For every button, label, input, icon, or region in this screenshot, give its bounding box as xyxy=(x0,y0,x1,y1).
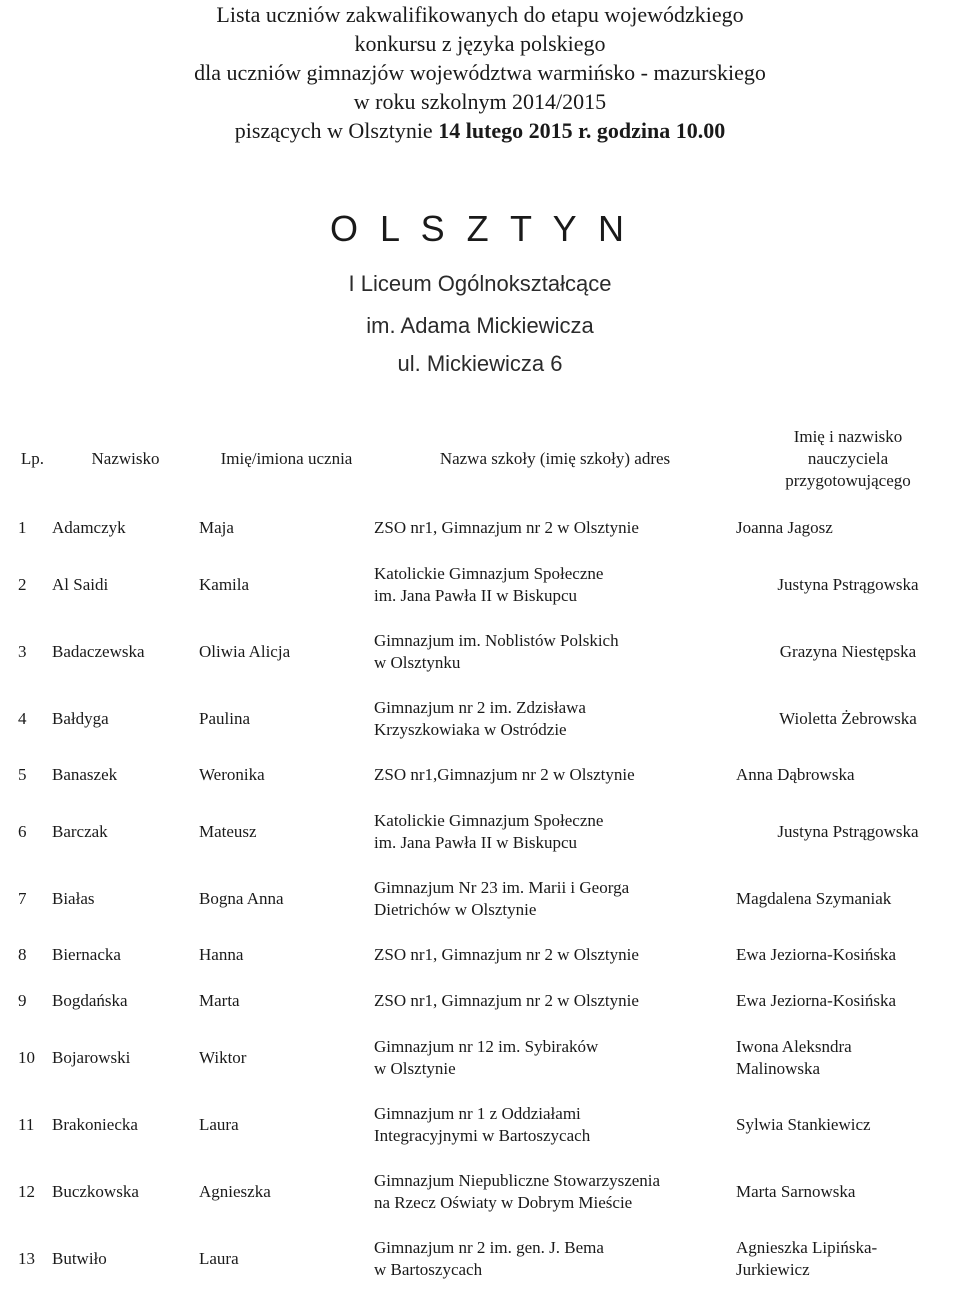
venue-address: ul. Mickiewicza 6 xyxy=(397,351,563,376)
row-lp: 7 xyxy=(18,888,27,908)
row-school-line-2: na Rzecz Oświaty w Dobrym Mieście xyxy=(374,1192,633,1212)
title-line-3: dla uczniów gimnazjów województwa warmińsko - mazurskiego xyxy=(194,60,766,85)
venue-city: O L S Z T Y N xyxy=(329,208,631,249)
row-surname: Bałdyga xyxy=(52,708,109,728)
row-teacher: Sylwia Stankiewicz xyxy=(736,1114,871,1134)
row-teacher-line-2: Malinowska xyxy=(736,1058,821,1078)
row-teacher: Justyna Pstrągowska xyxy=(777,574,919,594)
row-school-line-2: w Olsztynie xyxy=(374,1058,456,1078)
row-lp: 3 xyxy=(18,641,27,661)
table-row xyxy=(0,978,960,1024)
row-teacher: Wioletta Żebrowska xyxy=(779,708,917,728)
row-school-line-1: Gimnazjum nr 12 im. Sybiraków xyxy=(374,1036,599,1056)
row-school: ZSO nr1, Gimnazjum nr 2 w Olsztynie xyxy=(374,991,639,1010)
row-school-line-2: w Olsztynku xyxy=(374,652,461,672)
row-teacher: Anna Dąbrowska xyxy=(736,765,855,784)
row-school xyxy=(374,798,736,865)
row-first-names: Paulina xyxy=(199,708,250,728)
table-row xyxy=(0,1158,960,1225)
row-school xyxy=(374,1091,736,1158)
document-header xyxy=(0,0,960,145)
row-surname: Białas xyxy=(52,888,95,908)
row-school xyxy=(374,1158,736,1225)
row-lp: 11 xyxy=(18,1114,35,1134)
row-teacher: Joanna Jagosz xyxy=(736,518,833,537)
row-lp: 2 xyxy=(18,574,27,594)
row-school-line-1: Katolickie Gimnazjum Społeczne xyxy=(374,810,604,830)
row-teacher: Grazyna Niestępska xyxy=(779,641,917,661)
exam-date-time: 14 lutego 2015 r. godzina 10.00 xyxy=(438,118,726,143)
table-row xyxy=(0,618,960,685)
row-teacher: Magdalena Szymaniak xyxy=(736,888,892,908)
row-school-line-1: Gimnazjum im. Noblistów Polskich xyxy=(374,630,619,650)
students-table xyxy=(0,412,960,1292)
row-school: ZSO nr1, Gimnazjum nr 2 w Olsztynie xyxy=(374,945,639,964)
table-row xyxy=(0,1024,960,1091)
exam-date-line xyxy=(0,116,960,145)
row-surname: Al Saidi xyxy=(52,574,109,594)
row-school: ZSO nr1, Gimnazjum nr 2 w Olsztynie xyxy=(374,518,639,537)
table-header-row xyxy=(0,412,960,505)
row-school-line-2: w Bartoszycach xyxy=(374,1259,483,1279)
row-teacher: Marta Sarnowska xyxy=(736,1181,856,1201)
row-first-names: Hanna xyxy=(199,945,244,964)
row-school-line-1: Gimnazjum Niepubliczne Stowarzyszenia xyxy=(374,1170,661,1190)
row-lp: 4 xyxy=(18,708,27,728)
header-surname: Nazwisko xyxy=(91,448,160,468)
row-teacher-line-1: Agnieszka Lipińska- xyxy=(736,1237,878,1257)
header-school: Nazwa szkoły (imię szkoły) adres xyxy=(439,448,671,468)
row-surname: Biernacka xyxy=(52,945,121,964)
row-lp: 6 xyxy=(18,821,27,841)
table-row xyxy=(0,865,960,932)
row-school-line-2: Krzyszkowiaka w Ostródzie xyxy=(374,719,567,739)
header-teacher xyxy=(736,412,960,505)
row-lp: 13 xyxy=(18,1248,35,1268)
table-row xyxy=(0,1091,960,1158)
exam-date-prefix: piszących w Olsztynie xyxy=(234,118,439,143)
row-lp: 9 xyxy=(18,991,27,1010)
row-first-names: Agnieszka xyxy=(199,1181,271,1201)
row-school-line-1: Katolickie Gimnazjum Społeczne xyxy=(374,563,604,583)
row-school-line-1: Gimnazjum nr 2 im. Zdzisława xyxy=(374,697,586,717)
row-lp: 12 xyxy=(18,1181,35,1201)
title-line-1: Lista uczniów zakwalifikowanych do etapu wojewódzkiego xyxy=(216,2,744,27)
row-surname: Badaczewska xyxy=(52,641,145,661)
row-teacher-line-1: Iwona Aleksndra xyxy=(736,1036,852,1056)
row-lp: 5 xyxy=(18,765,27,784)
row-first-names: Maja xyxy=(199,518,234,537)
row-school-line-2: im. Jana Pawła II w Biskupcu xyxy=(374,832,578,852)
row-school xyxy=(374,865,736,932)
row-teacher xyxy=(736,1225,960,1292)
row-first-names: Kamila xyxy=(199,574,250,594)
row-school xyxy=(374,551,736,618)
header-teacher-line-1: Imię i nazwisko xyxy=(793,426,903,446)
header-teacher-line-2: nauczyciela xyxy=(807,448,889,468)
row-surname: Butwiło xyxy=(52,1248,107,1268)
row-school-line-1: Gimnazjum Nr 23 im. Marii i Georga xyxy=(374,877,630,897)
row-school xyxy=(374,1225,736,1292)
row-teacher: Ewa Jeziorna-Kosińska xyxy=(736,991,897,1010)
title-line-4: w roku szkolnym 2014/2015 xyxy=(353,89,607,114)
table-row xyxy=(0,551,960,618)
title-line-2: konkursu z języka polskiego xyxy=(354,31,606,56)
header-first-names: Imię/imiona ucznia xyxy=(220,448,353,468)
row-surname: Bogdańska xyxy=(52,991,128,1010)
row-surname: Banaszek xyxy=(52,765,118,784)
row-school-line-1: Gimnazjum nr 2 im. gen. J. Bema xyxy=(374,1237,604,1257)
row-school-line-2: Integracyjnymi w Bartoszycach xyxy=(374,1125,591,1145)
row-teacher-line-2: Jurkiewicz xyxy=(736,1259,810,1279)
row-surname: Barczak xyxy=(52,821,108,841)
table-row xyxy=(0,798,960,865)
row-school xyxy=(374,1024,736,1091)
row-surname: Brakoniecka xyxy=(52,1114,138,1134)
row-school-line-1: Gimnazjum nr 1 z Oddziałami xyxy=(374,1103,581,1123)
row-teacher: Ewa Jeziorna-Kosińska xyxy=(736,945,897,964)
row-school-line-2: im. Jana Pawła II w Biskupcu xyxy=(374,585,578,605)
row-school xyxy=(374,685,736,752)
table-row xyxy=(0,1225,960,1292)
row-teacher xyxy=(736,1024,960,1091)
row-lp: 1 xyxy=(18,518,27,537)
row-teacher: Justyna Pstrągowska xyxy=(777,821,919,841)
row-surname: Buczkowska xyxy=(52,1181,139,1201)
header-teacher-line-3: przygotowującego xyxy=(785,470,911,490)
row-first-names: Weronika xyxy=(199,765,265,784)
row-school: ZSO nr1,Gimnazjum nr 2 w Olsztynie xyxy=(374,765,635,784)
row-first-names: Bogna Anna xyxy=(199,888,284,908)
row-school xyxy=(374,618,736,685)
row-first-names: Laura xyxy=(199,1248,239,1268)
row-first-names: Marta xyxy=(199,991,240,1010)
row-first-names: Laura xyxy=(199,1114,239,1134)
row-lp: 8 xyxy=(18,945,27,964)
row-first-names: Oliwia Alicja xyxy=(199,641,291,661)
row-lp: 10 xyxy=(18,1047,35,1067)
row-surname: Bojarowski xyxy=(52,1047,131,1067)
table-row xyxy=(0,685,960,752)
row-first-names: Wiktor xyxy=(199,1047,247,1067)
venue-school-name: I Liceum Ogólnokształcące xyxy=(348,271,612,296)
row-school-line-2: Dietrichów w Olsztynie xyxy=(374,899,537,919)
venue-school-patron: im. Adama Mickiewicza xyxy=(366,313,594,338)
header-lp: Lp. xyxy=(20,448,44,468)
table-row xyxy=(0,932,960,978)
row-surname: Adamczyk xyxy=(52,518,126,537)
table-row xyxy=(0,752,960,798)
row-first-names: Mateusz xyxy=(199,821,257,841)
table-row xyxy=(0,505,960,551)
